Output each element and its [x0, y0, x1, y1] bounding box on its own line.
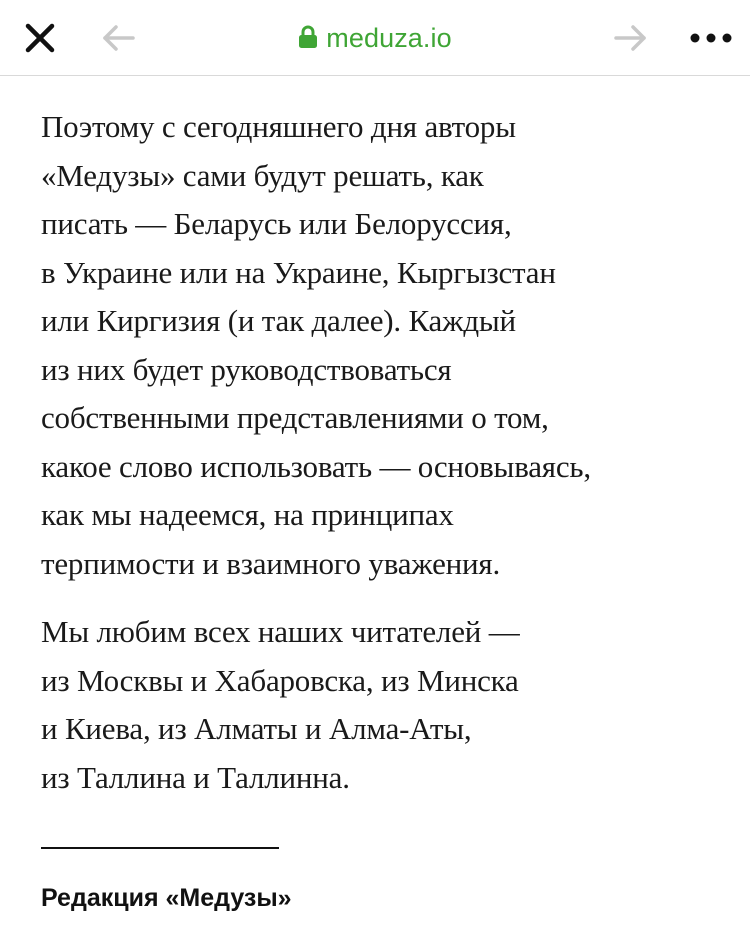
text-line: из них будет руководствоваться: [41, 351, 452, 387]
text-line: Мы любим всех наших читателей —: [41, 614, 520, 649]
article-paragraph: [41, 103, 721, 588]
text-line: «Медузы» сами будут решать, как: [41, 157, 484, 193]
url-text: meduza.io: [326, 22, 452, 53]
text-line: собственными представлениями о том,: [41, 400, 549, 435]
text-line: писать — Беларусь или Белоруссия,: [41, 206, 512, 241]
browser-toolbar: [0, 0, 750, 76]
text-line: из Москвы и Хабаровска, из Минска: [41, 662, 519, 698]
article-signature: Редакция «Медузы»: [41, 884, 292, 912]
text-line: как мы надеемся, на принципах: [41, 497, 454, 532]
arrow-left-icon: [101, 23, 137, 53]
more-horizontal-icon: [689, 32, 733, 44]
article-paragraph: [41, 608, 721, 802]
more-options-button[interactable]: [686, 18, 736, 58]
lock-icon: [298, 25, 318, 49]
address-bar[interactable]: [240, 18, 510, 58]
arrow-right-icon: [612, 23, 648, 53]
text-line: терпимости и взаимного уважения.: [41, 545, 501, 581]
back-button[interactable]: [99, 18, 139, 58]
text-line: из Таллина и Таллинна.: [41, 759, 350, 795]
signature-divider: [41, 847, 279, 849]
text-line: Поэтому с сегодняшнего дня авторы: [41, 109, 516, 144]
forward-button[interactable]: [610, 18, 650, 58]
text-line: и Киева, из Алматы и Алма-Аты,: [41, 711, 472, 746]
text-line: или Киргизия (и так далее). Каждый: [41, 303, 516, 338]
article-body: [41, 103, 721, 802]
close-button[interactable]: [20, 18, 60, 58]
text-line: какое слово использовать — основываясь,: [41, 448, 591, 484]
text-line: в Украине или на Украине, Кыргызстан: [41, 254, 556, 290]
close-icon: [23, 21, 57, 55]
